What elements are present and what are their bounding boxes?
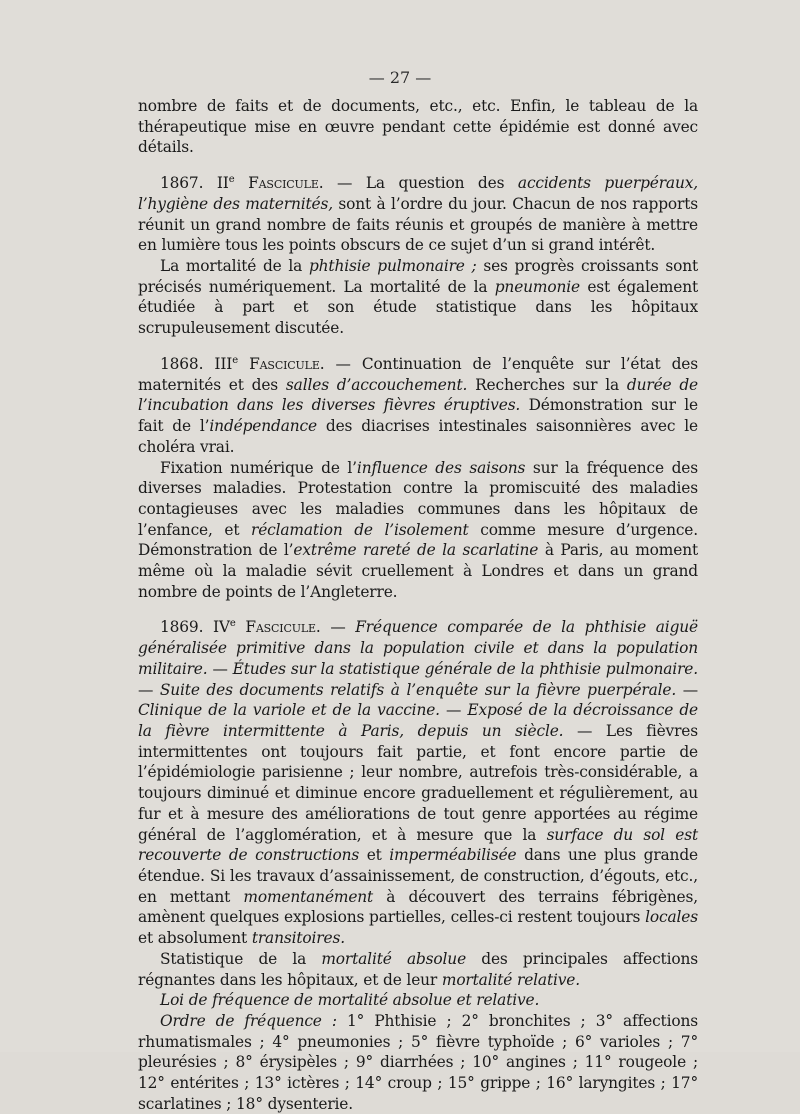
- paragraph-p8: [138, 1011, 698, 1114]
- text-run: — Continuation de l’enquête sur l’état des maternités et des: [138, 354, 698, 394]
- text-run: et: [359, 846, 390, 865]
- text-run: à découvert des terrains fébrigènes, amènent quelques explosions partielles, celles-ci restent toujours: [138, 887, 699, 927]
- ordinal-superscript: e: [229, 618, 236, 630]
- italic-phrase: momentanément: [243, 887, 374, 906]
- fascicule-heading: Fascicule.: [245, 618, 321, 637]
- text-run: Statistique de la: [160, 949, 322, 968]
- ordinal-superscript: e: [232, 354, 238, 366]
- paragraph-p7: [138, 990, 698, 1011]
- text-run: [235, 174, 249, 192]
- text-run: sont à l’ordre du jour. Chacun de nos rapports réunit un grand nombre de faits réunis et groupés de manière à mettre en lumière tous les points obscurs de ce sujet d’un si grand intérêt.: [138, 194, 699, 255]
- text-run: des principales affections régnantes dans les hôpitaux, et de leur: [138, 949, 698, 989]
- text-run: 1° Phthisie ; 2° bronchites ; 3° affections rhumatismales ; 4° pneumonies ; 5° fièvre typhoïde ; 6° varioles ; 7° pleurésies ; 8° érysipèles ; 9° diarrhées ; 10° angines ; 11° rougeole ; 12° entérites ; 13° ictères ; 14° croup ; 15° grippe ; 16° laryngites ; 17° scarlatines ; 18° dysenterie.: [138, 1011, 698, 1113]
- italic-phrase: transitoires.: [251, 929, 345, 948]
- italic-phrase: mortalité absolue: [321, 949, 467, 968]
- text-run: ses progrès croissants sont précisés numériquement. La mortalité de la: [138, 257, 698, 296]
- text-run: La mortalité de la: [160, 257, 309, 276]
- text-run: —: [676, 680, 698, 699]
- text-run: —: [138, 680, 160, 699]
- italic-phrase: locales: [645, 908, 698, 927]
- italic-phrase: Loi de fréquence de mortalité absolue et relative.: [160, 991, 540, 1010]
- italic-phrase: salles d’accouchement.: [285, 375, 468, 394]
- fascicule-heading: Fascicule.: [248, 174, 324, 193]
- paragraph-p5: [138, 614, 698, 948]
- text-run: — La question des: [323, 174, 518, 193]
- text-run: 1867. II: [160, 174, 229, 193]
- italic-phrase: Suite des documents relatifs à l’enquête sur la fièvre puerpérale.: [159, 680, 677, 699]
- text-run: 1868. III: [160, 354, 233, 373]
- italic-phrase: Exposé de la décroissance de la fièvre intermittente à Paris, depuis un siècle.: [138, 701, 698, 741]
- text-run: des diacrises intestinales saisonnières avec le choléra vrai.: [138, 417, 698, 456]
- text-run: — Les fièvres intermittentes ont toujours fait partie, et font encore partie de l’épidémiologie parisienne ; leur nombre, autrefois très-considérable, a toujours diminué et diminue encore graduellement et régulièrement, au fur et à mesure des améliorations de tout genre apportées au régime général de l’agglomération, et à mesure que la: [138, 722, 699, 844]
- italic-phrase: Études sur la statistique générale de la phthisie pulmonaire.: [232, 659, 698, 678]
- italic-phrase: Clinique de la variole et de la vaccine.: [138, 701, 440, 720]
- paragraph-p4: [138, 458, 698, 603]
- text-run: et absolument: [138, 929, 252, 948]
- italic-phrase: Fréquence comparée de la phthisie aiguë généralisée primitive dans la population civile et dans la population militaire.: [138, 618, 698, 678]
- ordinal-superscript: e: [228, 174, 235, 186]
- text-run: est également étudiée à part et son étude statistique dans les hôpitaux scrupuleusement discutée.: [138, 277, 698, 338]
- body-text: [138, 96, 698, 1114]
- italic-phrase: influence des saisons: [356, 458, 526, 477]
- italic-phrase: réclamation de l’isolement: [251, 520, 469, 539]
- text-run: —: [439, 701, 468, 720]
- italic-phrase: surface du sol est recouverte de constructions: [138, 825, 698, 865]
- text-run: —: [207, 659, 233, 678]
- italic-phrase: pneumonie: [494, 277, 580, 296]
- text-run: [236, 619, 246, 637]
- text-run: à Paris, au moment même où la maladie sévit cruellement à Londres et dans un grand nombre de points de l’Angleterre.: [138, 541, 698, 601]
- text-run: 1869. IV: [160, 618, 230, 637]
- italic-phrase: phthisie pulmonaire ;: [308, 257, 477, 276]
- italic-phrase: imperméabilisée: [389, 846, 517, 865]
- italic-phrase: accidents puerpéraux, l’hygiène des maternités,: [138, 174, 698, 213]
- paragraph-p0: [138, 96, 698, 158]
- italic-phrase: extrême rareté de la scarlatine: [293, 541, 539, 560]
- text-run: Recherches sur la: [467, 375, 627, 394]
- text-run: —: [320, 618, 356, 637]
- text-run: Fixation numérique de l’: [160, 458, 357, 477]
- text-run: sur la fréquence des diverses maladies. Protestation contre la promiscuité des maladies contagieuses avec les maladies communes dans les hôpitaux de l’enfance, et: [138, 458, 699, 539]
- italic-phrase: Ordre de fréquence :: [160, 1011, 337, 1030]
- paragraph-p1: [138, 170, 698, 256]
- text-run: Démonstration sur le fait de l’: [138, 396, 698, 436]
- text-run: nombre de faits et de documents, etc., etc. Enfin, le tableau de la thérapeutique mise en œuvre pendant cette épidémie est donné avec détails.: [138, 97, 698, 157]
- text-run: dans une plus grande étendue. Si les travaux d’assainissement, de construction, d’égouts, etc., en mettant: [138, 846, 698, 906]
- italic-phrase: indépendance: [209, 417, 317, 436]
- paragraph-p3: [138, 351, 698, 458]
- text-run: comme mesure d’urgence. Démonstration de l’: [138, 520, 698, 560]
- paragraph-p6: [138, 949, 698, 990]
- page-number: — 27 —: [368, 68, 432, 87]
- italic-phrase: mortalité relative.: [441, 970, 580, 989]
- paragraph-p2: [138, 256, 698, 339]
- italic-phrase: durée de l’incubation dans les diverses fièvres éruptives.: [138, 375, 699, 415]
- fascicule-heading: Fascicule.: [249, 354, 325, 373]
- text-run: [238, 355, 249, 373]
